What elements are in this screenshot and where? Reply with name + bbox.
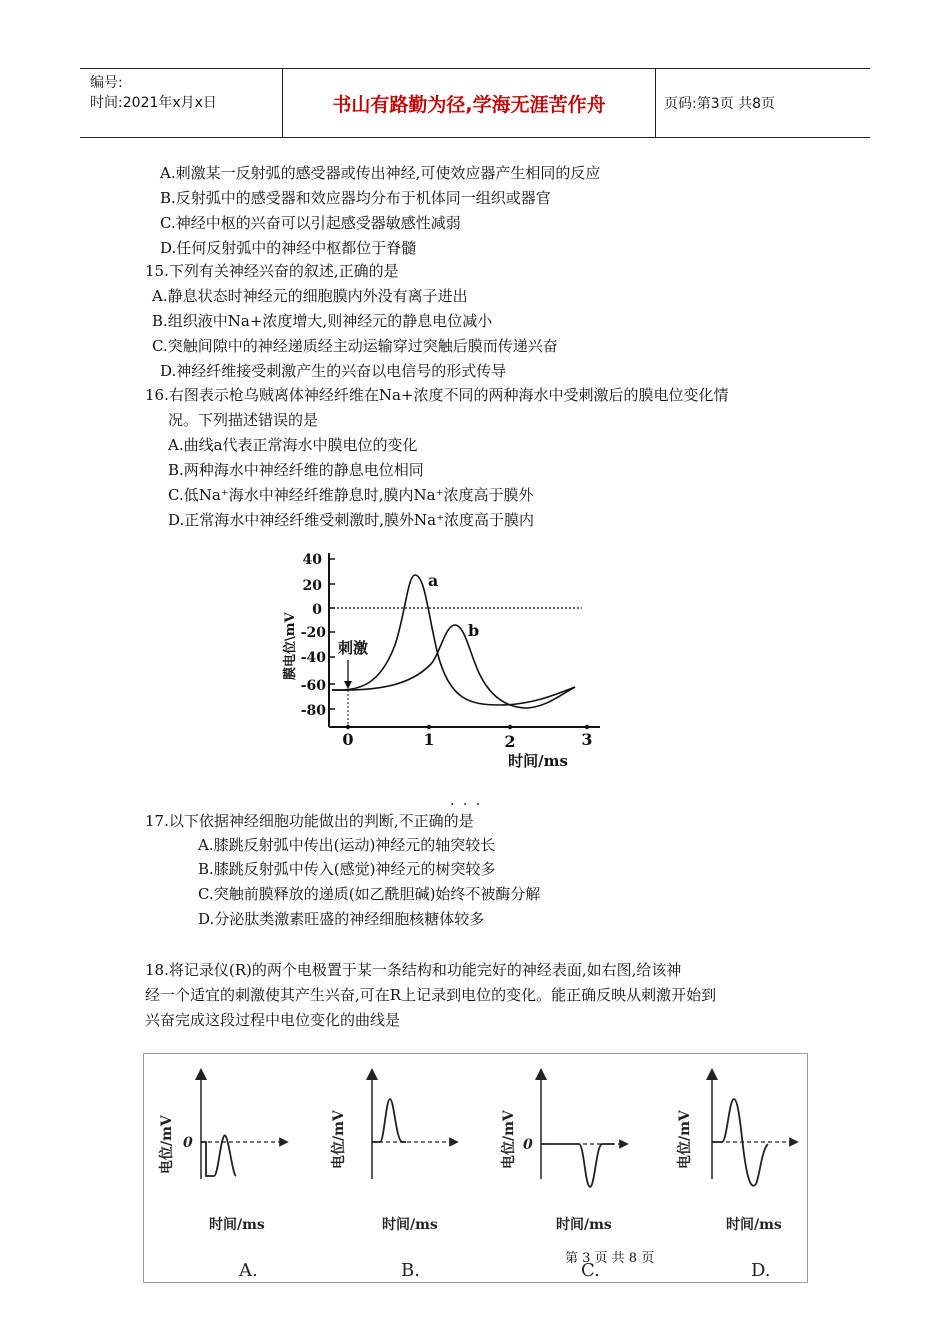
curve-b-label: b xyxy=(468,621,480,640)
y-axis-label: 膜电位\mV xyxy=(283,612,298,680)
q18-line1: 18.将记录仪(R)的两个电极置于某一条结构和功能完好的神经表面,如右图,给该神 xyxy=(145,961,682,979)
graph-a-ylabel: 电位/mV xyxy=(159,1115,175,1174)
time-label: 时间:2021年x月x日 xyxy=(90,95,217,111)
q15-option-d: D.神经纤维接受刺激产生的兴奋以电信号的形式传导 xyxy=(160,362,507,380)
y-tick-minus60: -60 xyxy=(300,678,326,694)
graph-c-ylabel: 电位/mV xyxy=(501,1110,517,1169)
q16-stem-line2: 况。下列描述错误的是 xyxy=(168,411,319,429)
header-left xyxy=(80,69,280,137)
y-tick-minus40: -40 xyxy=(300,650,326,666)
graph-b xyxy=(330,1074,454,1281)
page-info: 页码:第3页 共8页 xyxy=(664,96,775,112)
graph-b-xlabel: 时间/ms xyxy=(382,1217,438,1233)
q18-line2: 经一个适宜的刺激使其产生兴奋,可在R上记录到电位的变化。能正确反映从刺激开始到 xyxy=(145,986,717,1004)
q16-option-c: C.低Na⁺海水中神经纤维静息时,膜内Na⁺浓度高于膜外 xyxy=(168,486,534,504)
curve-b xyxy=(332,625,575,708)
y-tick-minus80: -80 xyxy=(300,703,326,719)
page-footer: 第 3 页 共 8 页 xyxy=(565,1251,655,1266)
graph-b-ylabel: 电位/mV xyxy=(331,1110,347,1169)
graph-c-xlabel: 时间/ms xyxy=(556,1217,612,1233)
membrane-potential-figure xyxy=(270,545,610,777)
graph-a-origin: 0 xyxy=(183,1135,193,1151)
graph-c-origin: 0 xyxy=(523,1137,533,1153)
q15-stem: 15.下列有关神经兴奋的叙述,正确的是 xyxy=(145,262,399,280)
x-tick-3: 3 xyxy=(581,730,593,749)
q16-option-b: B.两种海水中神经纤维的静息电位相同 xyxy=(168,461,424,479)
q14-option-a: A.刺激某一反射弧的感受器或传出神经,可使效应器产生相同的反应 xyxy=(160,164,601,182)
graph-d xyxy=(676,1074,794,1281)
q17-option-b: B.膝跳反射弧中传入(感觉)神经元的树突较多 xyxy=(198,860,496,878)
q17-option-d: D.分泌肽类激素旺盛的神经细胞核糖体较多 xyxy=(198,910,485,928)
x-tick-1: 1 xyxy=(423,730,435,749)
y-tick-40: 40 xyxy=(302,552,322,568)
q16-option-a: A.曲线a代表正常海水中膜电位的变化 xyxy=(168,436,418,454)
q18-options-figure xyxy=(143,1053,808,1283)
page-header xyxy=(80,68,870,138)
motto: 书山有路勤为径,学海无涯苦作舟 xyxy=(282,69,656,137)
q17-option-a: A.膝跳反射弧中传出(运动)神经元的轴突较长 xyxy=(198,836,496,854)
curve-a xyxy=(332,575,575,705)
q14-option-c: C.神经中枢的兴奋可以引起感受器敏感性减弱 xyxy=(160,214,461,232)
curve-a-label: a xyxy=(428,571,439,590)
graph-a-label: A. xyxy=(239,1260,258,1281)
x-tick-2: 2 xyxy=(504,732,516,751)
stimulus-label: 刺激 xyxy=(338,639,369,657)
graph-d-ylabel: 电位/mV xyxy=(677,1110,693,1169)
q16-option-d: D.正常海水中神经纤维受刺激时,膜外Na⁺浓度高于膜内 xyxy=(168,511,535,529)
q17-stem: 17.以下依据神经细胞功能做出的判断,不正确的是 xyxy=(145,812,474,830)
graph-d-xlabel: 时间/ms xyxy=(726,1217,782,1233)
q15-option-c: C.突触间隙中的神经递质经主动运输穿过突触后膜而传递兴奋 xyxy=(152,337,558,355)
q15-option-a: A.静息状态时神经元的细胞膜内外没有离子进出 xyxy=(152,287,468,305)
q17-option-c: C.突触前膜释放的递质(如乙酰胆碱)始终不被酶分解 xyxy=(198,885,541,903)
y-tick-20: 20 xyxy=(302,578,322,594)
stimulus-arrowhead xyxy=(344,681,352,689)
y-tick-minus20: -20 xyxy=(300,625,326,641)
q15-option-b: B.组织液中Na+浓度增大,则神经元的静息电位减小 xyxy=(152,312,493,330)
q14-option-d: D.任何反射弧中的神经中枢都位于脊髓 xyxy=(160,239,417,257)
x-axis-label: 时间/ms xyxy=(508,752,568,770)
graph-a-xlabel: 时间/ms xyxy=(209,1217,265,1233)
number-label: 编号: xyxy=(90,75,123,91)
q16-stem-line1: 16.右图表示枪乌贼离体神经纤维在Na+浓度不同的两种海水中受刺激后的膜电位变化情 xyxy=(145,386,729,404)
graph-a xyxy=(158,1074,284,1281)
q18-graphs xyxy=(144,1054,807,1282)
q14-option-b: B.反射弧中的感受器和效应器均分布于机体同一组织或器官 xyxy=(160,189,551,207)
x-tick-0: 0 xyxy=(342,730,354,749)
q18-line3: 兴奋完成这段过程中电位变化的曲线是 xyxy=(145,1011,401,1029)
y-tick-0: 0 xyxy=(312,602,322,618)
graph-c-label: C. xyxy=(581,1260,600,1281)
graph-d-label: D. xyxy=(751,1260,771,1281)
graph-b-label: B. xyxy=(401,1260,420,1281)
emphasis-dots: · · · xyxy=(450,797,483,813)
